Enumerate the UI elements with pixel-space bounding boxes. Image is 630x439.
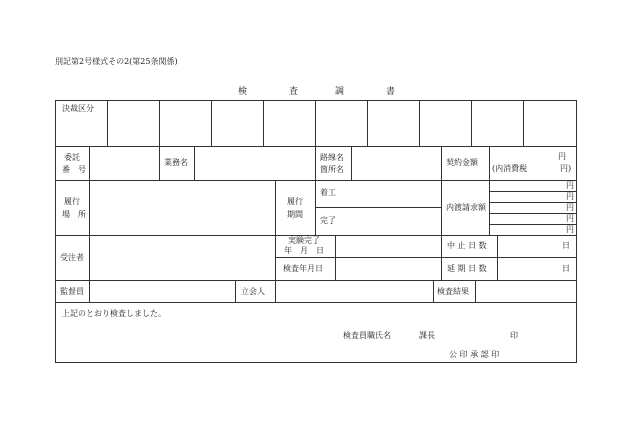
kacho-label: 課長 [419, 331, 435, 340]
day-unit: 日 [562, 241, 570, 250]
kantoku-label: 監督員 [60, 287, 84, 296]
end-label: 完了 [320, 216, 336, 225]
rikou-label-line1: 履行 [64, 197, 80, 206]
rikou-label-line2: 場 所 [62, 210, 86, 219]
inspector-label: 検査員職氏名 [343, 331, 391, 340]
yen-unit: 円 [566, 203, 574, 212]
period-label-line2: 期間 [287, 210, 303, 219]
start-label: 着工 [320, 188, 336, 197]
title-char: 書 [386, 87, 396, 97]
encho-label: 延 期 日 数 [447, 264, 487, 273]
tax-label: (内消費税 [492, 164, 528, 173]
kasho-label: 箇所名 [320, 165, 344, 174]
period-label-line1: 履行 [287, 197, 303, 206]
seal-mark: 印 [510, 331, 518, 340]
tax-yen-unit: 円) [560, 164, 572, 173]
koin-label: 公 印 承 認 印 [449, 350, 500, 359]
gyomu-label: 業務名 [164, 158, 188, 167]
kensa-date-label: 検査年月日 [283, 264, 323, 273]
yen-unit: 円 [566, 225, 574, 234]
rosen-label: 路線名 [320, 153, 344, 162]
keiyaku-label: 契約金額 [446, 158, 478, 167]
chushi-label: 中 止 日 数 [447, 241, 487, 250]
result-label: 検査結果 [437, 287, 469, 296]
kessai-kubun-label: 決裁区分 [62, 104, 94, 113]
jikken-label-line1: 実験完了 [288, 236, 320, 245]
title-char: 調 [335, 87, 345, 97]
naito-label: 内渡請求額 [446, 203, 486, 212]
form-reference: 別記第2号様式その2(第25条関係) [55, 57, 178, 66]
statement-text: 上記のとおり検査しました。 [62, 309, 166, 318]
yen-unit: 円 [558, 152, 566, 161]
title-char: 査 [289, 87, 299, 97]
tachiai-label: 立会人 [241, 287, 265, 296]
yen-unit: 円 [566, 214, 574, 223]
jutaku-label: 受注者 [60, 253, 84, 262]
yen-unit: 円 [566, 192, 574, 201]
itaku-label-line1: 委託 [64, 153, 80, 162]
itaku-label-line2: 番 号 [62, 165, 86, 174]
yen-unit: 円 [566, 181, 574, 190]
day-unit: 日 [562, 264, 570, 273]
jikken-label-line2: 年 月 日 [284, 246, 324, 255]
title-char: 検 [238, 87, 248, 97]
